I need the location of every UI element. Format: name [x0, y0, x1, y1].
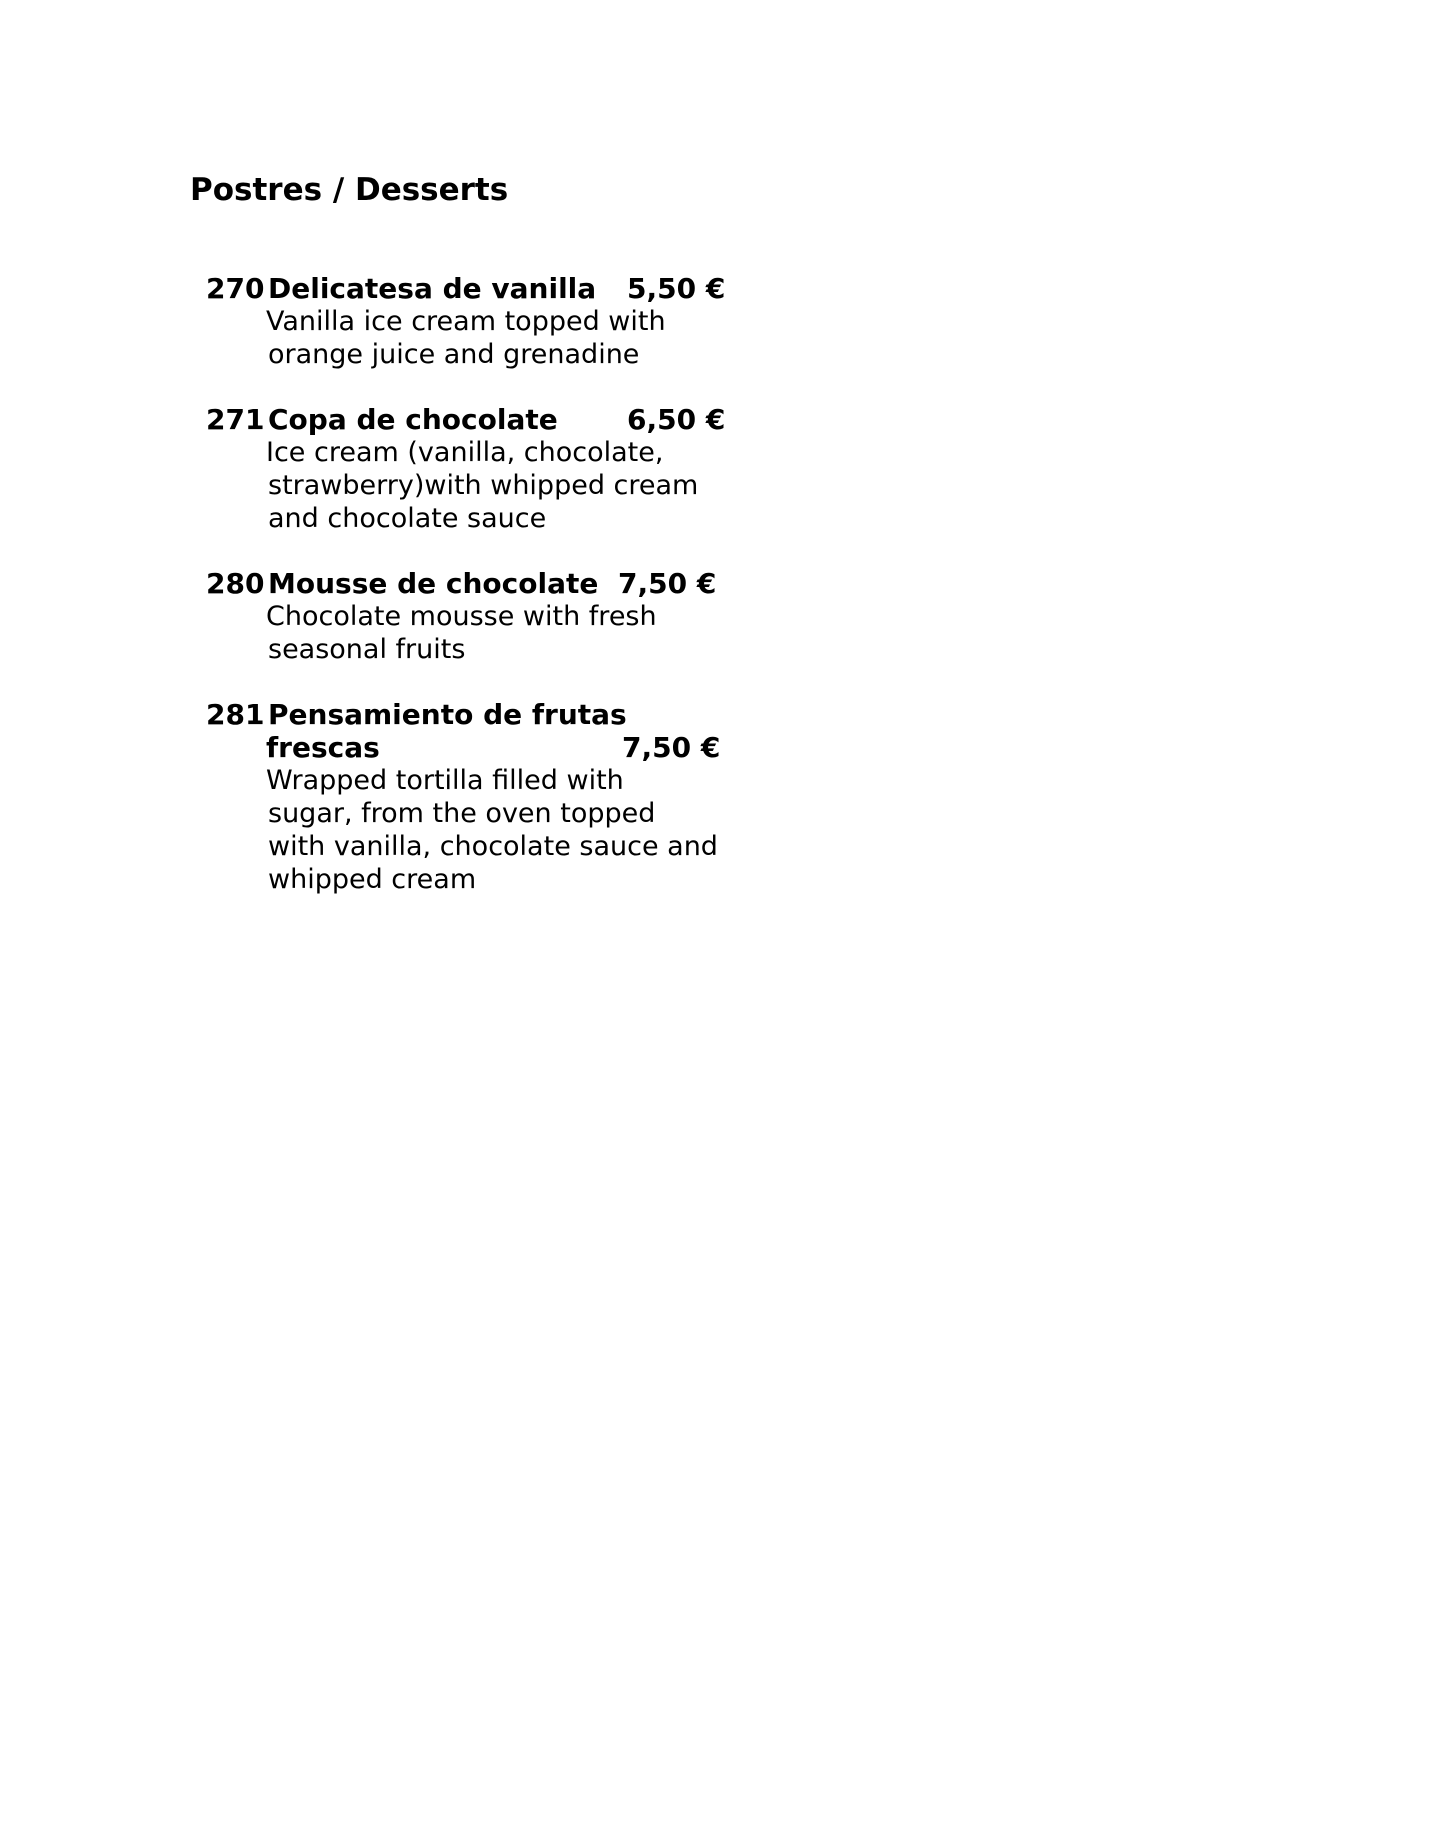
- item-description-line: Ice cream (vanilla, chocolate,: [266, 437, 664, 468]
- item-description-line: Wrapped tortilla filled with: [266, 765, 624, 796]
- item-price: 7,50 €: [622, 731, 721, 764]
- section-title: Postres / Desserts: [190, 172, 509, 208]
- menu-item-header: [206, 272, 746, 305]
- menu-item-header-continued: [206, 731, 746, 764]
- item-price: 5,50 €: [627, 272, 726, 305]
- item-name: Delicatesa de vanilla: [268, 272, 597, 305]
- menu-item: [206, 403, 746, 535]
- item-description: [266, 600, 746, 666]
- item-description-line: sugar, from the oven topped: [268, 798, 656, 829]
- menu-item: [206, 272, 746, 371]
- menu-item-header: [206, 698, 746, 731]
- item-description-line: seasonal fruits: [268, 634, 466, 665]
- item-description-line: and chocolate sauce: [268, 503, 547, 534]
- item-description-line: with vanilla, chocolate sauce and: [268, 831, 718, 862]
- item-description: [266, 764, 746, 896]
- item-description-line: orange juice and grenadine: [268, 339, 640, 370]
- item-description-line: strawberry)with whipped cream: [268, 470, 699, 501]
- item-description-line: Chocolate mousse with fresh: [266, 601, 657, 632]
- item-number: 270: [206, 272, 265, 305]
- item-name-continued: frescas: [266, 731, 380, 764]
- menu-item: [206, 698, 746, 896]
- item-description: [266, 436, 746, 535]
- item-price: 6,50 €: [627, 403, 726, 436]
- menu-item: [206, 567, 746, 666]
- item-description-line: Vanilla ice cream topped with: [266, 306, 666, 337]
- item-name: Pensamiento de frutas: [268, 698, 627, 731]
- item-number: 281: [206, 698, 265, 731]
- item-price: 7,50 €: [618, 567, 717, 600]
- item-number: 271: [206, 403, 265, 436]
- item-name: Mousse de chocolate: [268, 567, 599, 600]
- item-name: Copa de chocolate: [268, 403, 558, 436]
- item-description-line: whipped cream: [268, 864, 477, 895]
- item-number: 280: [206, 567, 265, 600]
- menu-item-header: [206, 567, 746, 600]
- item-description: [266, 305, 746, 371]
- menu-item-header: [206, 403, 746, 436]
